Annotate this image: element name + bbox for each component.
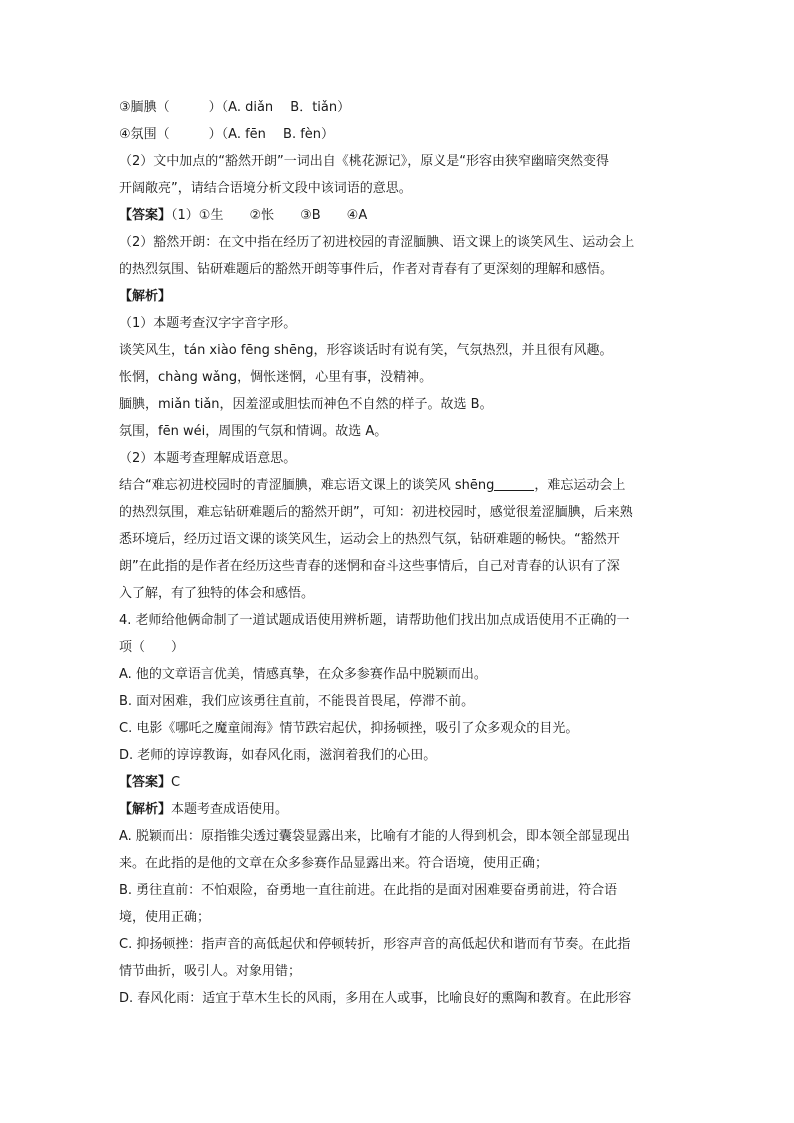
- line-text: 悉环境后，经历过语文课的谈笑风生，运动会上的热烈气氛，钻研难题的畅快。“豁然开: [119, 532, 620, 547]
- text-line: [119, 391, 679, 418]
- text-line: [119, 148, 679, 175]
- text-line: [119, 634, 679, 661]
- line-text: 本题考查成语使用。: [171, 802, 289, 817]
- text-line: [119, 526, 679, 553]
- text-line: [119, 715, 679, 742]
- line-text: （2）本题考查理解成语意思。: [119, 451, 297, 466]
- text-line: [119, 445, 679, 472]
- line-text: B. 勇往直前：不怕艰险，奋勇地一直往前进。在此指的是面对困难要奋勇前进，符合语: [119, 883, 618, 898]
- line-text: 的热烈氛围、钻研难题后的豁然开朗等事件后，作者对青春有了更深刻的理解和感悟。: [119, 262, 614, 277]
- line-text: 腼腆，miǎn tiǎn，因羞涩或胆怯而神色不自然的样子。故选 B。: [119, 397, 493, 412]
- text-line: [119, 553, 679, 580]
- text-line: [119, 607, 679, 634]
- text-line: [119, 364, 679, 391]
- text-line: [119, 769, 679, 796]
- line-text: （2）文中加点的“豁然开朗”一词出自《桃花源记》，原义是“形容由狭窄幽暗突然变得: [119, 154, 609, 169]
- line-text: 结合“难忘初进校园时的青涩腼腆，难忘语文课上的谈笑风 shēng: [119, 478, 495, 493]
- text-line: [119, 283, 679, 310]
- text-line: [119, 94, 679, 121]
- section-label: 【答案】: [119, 775, 172, 790]
- line-text: A. 脱颖而出：原指锥尖透过囊袋显露出来，比喻有才能的人得到机会，即本领全部显现出: [119, 829, 630, 844]
- line-text: 4. 老师给他俩命制了一道试题成语使用辨析题，请帮助他们找出加点成语使用不正确的一: [119, 613, 630, 628]
- text-line: [119, 742, 679, 769]
- text-line: [119, 931, 679, 958]
- text-line: [119, 202, 679, 229]
- section-label: 【解析】: [119, 802, 172, 817]
- document-page: [119, 94, 679, 1012]
- line-text: 来。在此指的是他的文章在众多参赛作品显露出来。符合语境，使用正确；: [119, 856, 549, 871]
- text-line: [119, 580, 679, 607]
- line-text: ③腼腆（ ）（A. diǎn B．tiǎn）: [119, 100, 351, 115]
- line-text: 开阔敞亮”，请结合语境分析文段中该词语的意思。: [119, 181, 412, 196]
- line-text: D. 老师的谆谆教诲，如春风化雨，滋润着我们的心田。: [119, 748, 437, 763]
- line-text: 怅惘，chàng wǎng，惆怅迷惘，心里有事，没精神。: [119, 370, 433, 385]
- section-label: 【解析】: [119, 289, 172, 304]
- text-line: [119, 337, 679, 364]
- line-text-after-blank: ，难忘运动会上: [534, 478, 626, 493]
- line-text: 项（ ）: [119, 640, 185, 655]
- line-text: 入了解，有了独特的体会和感悟。: [119, 586, 315, 601]
- text-line: [119, 823, 679, 850]
- line-text: 谈笑风生，tán xiào fēng shēng，形容谈话时有说有笑，气氛热烈，并且很有风趣。: [119, 343, 613, 358]
- line-text: 朗”在此指的是作者在经历这些青春的迷惘和奋斗这些事情后，自己对青春的认识有了深: [119, 559, 620, 574]
- line-text: D. 春风化雨：适宜于草木生长的风雨，多用在人或事，比喻良好的熏陶和教育。在此形容: [119, 991, 632, 1006]
- line-text: 情节曲折，吸引人。对象用错；: [119, 964, 302, 979]
- text-line: [119, 121, 679, 148]
- text-line: [119, 229, 679, 256]
- line-text: ④氛围（ ）（A. fēn B. fèn）: [119, 127, 335, 142]
- line-text: 氛围，fēn wéi，周围的气氛和情调。故选 A。: [119, 424, 388, 439]
- line-text: （2）豁然开朗：在文中指在经历了初进校园的青涩腼腆、语文课上的谈笑风生、运动会上: [119, 235, 635, 250]
- line-text: 的热烈氛围，难忘钻研难题后的豁然开朗”，可知：初进校园时，感觉很羞涩腼腆，后来熟: [119, 505, 633, 520]
- text-line: [119, 958, 679, 985]
- line-text: （1）本题考查汉字字音字形。: [119, 316, 297, 331]
- line-text: B. 面对困难，我们应该勇往直前，不能畏首畏尾，停滞不前。: [119, 694, 475, 709]
- text-line: [119, 688, 679, 715]
- fill-blank: [494, 476, 534, 491]
- text-line: [119, 661, 679, 688]
- text-line: [119, 877, 679, 904]
- line-text: 境，使用正确；: [119, 910, 211, 925]
- line-text: A. 他的文章语言优美，情感真挚，在众多参赛作品中脱颖而出。: [119, 667, 487, 682]
- text-line: [119, 850, 679, 877]
- text-line: [119, 175, 679, 202]
- text-line: [119, 472, 679, 499]
- text-line: [119, 499, 679, 526]
- text-line: [119, 256, 679, 283]
- text-line: [119, 985, 679, 1012]
- text-line: [119, 796, 679, 823]
- text-line: [119, 310, 679, 337]
- line-text: C. 电影《哪吒之魔童闹海》情节跌宕起伏，抑扬顿挫，吸引了众多观众的目光。: [119, 721, 579, 736]
- line-text: C: [171, 775, 181, 790]
- line-text: （1）①生 ②怅 ③B ④A: [171, 208, 368, 223]
- text-line: [119, 418, 679, 445]
- section-label: 【答案】: [119, 208, 172, 223]
- text-line: [119, 904, 679, 931]
- line-text: C. 抑扬顿挫：指声音的高低起伏和停顿转折，形容声音的高低起伏和谐而有节奏。在此指: [119, 937, 631, 952]
